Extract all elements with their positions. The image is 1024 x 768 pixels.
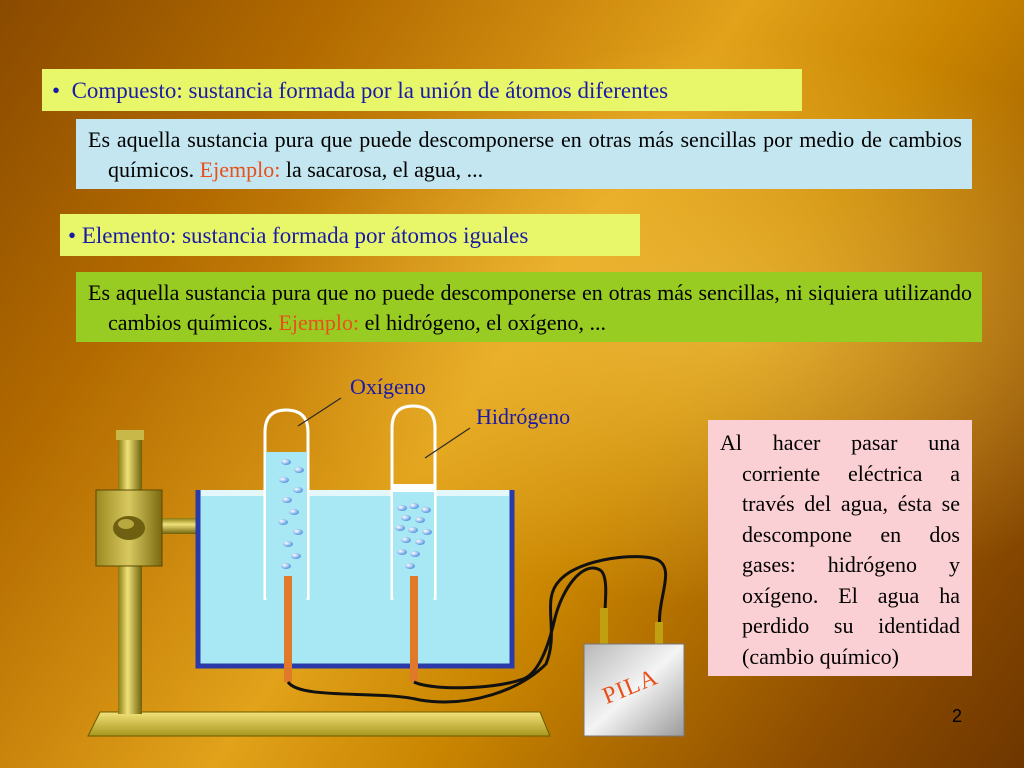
hydrogen-label: Hidrógeno [476,404,571,429]
elemento-title: Elemento: sustancia formada por átomos iguales [81,223,529,248]
water-tank [198,490,512,666]
bullet-icon: • [68,223,77,248]
oxygen-electrode [284,576,292,682]
battery-label: PILA [599,664,662,710]
hydrogen-gas [393,484,434,492]
compuesto-example-text: la sacarosa, el agua, ... [285,157,484,182]
clamp-knob-highlight [118,519,134,529]
stand-base [88,712,550,736]
bullet-icon: • [52,78,61,103]
hydrogen-electrode [410,576,418,682]
page-number: 2 [952,706,963,726]
compuesto-example-label: Ejemplo: [199,157,281,182]
explanation-text: Al hacer pasar una corriente eléctrica a través del agua, ésta se descompone en dos gases: hidrógeno y oxígeno. El agua ha perdido su identidad (cambio químico) [720,430,960,669]
stand-rod-top [116,430,144,440]
oxygen-pointer-line [298,398,341,426]
water-surface [201,490,509,496]
stand-rod [118,430,142,714]
battery-terminal-left [600,608,608,648]
explanation-box [708,420,972,676]
elemento-description-text: Es aquella sustancia pura que no puede descomponerse en otras más sencillas, ni siquiera utilizando cambios químicos. [88,280,972,335]
elemento-example-label: Ejemplo: [278,310,360,335]
hydrogen-pointer-line [425,428,470,458]
oxygen-label: Oxígeno [350,374,426,399]
compuesto-title: Compuesto: sustancia formada por la unión de átomos diferentes [71,78,669,103]
compuesto-description-text: Es aquella sustancia pura que puede descomponerse en otras más sencillas por medio de cambios químicos. [88,127,962,182]
elemento-example-text: el hidrógeno, el oxígeno, ... [364,310,606,335]
